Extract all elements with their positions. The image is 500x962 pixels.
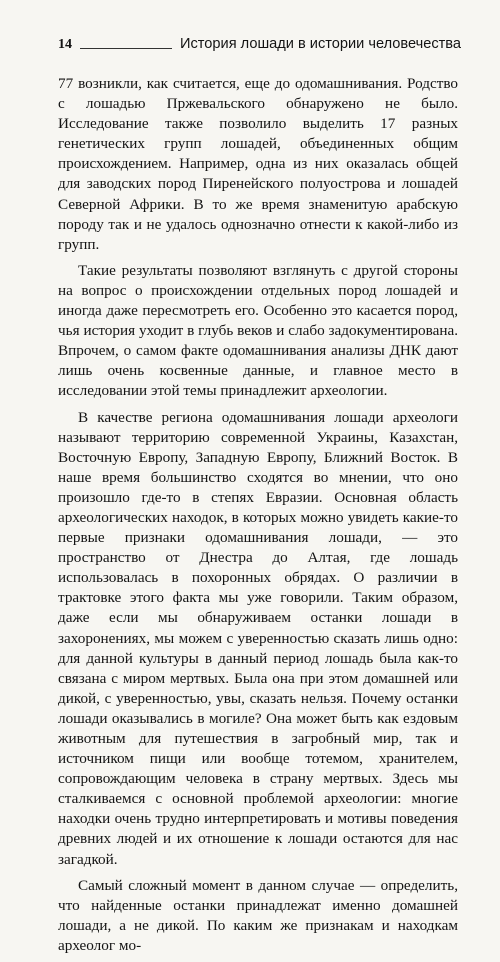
paragraph: Самый сложный момент в данном случае — определить, что найденные останки принадлежат именно домашней лошади, а не дикой. По каким же признакам и находкам археолог мо-	[58, 876, 458, 954]
header-rule	[80, 48, 172, 49]
running-title: История лошади в истории человечества	[180, 36, 462, 53]
paragraph: Такие результаты позволяют взглянуть с другой стороны на вопрос о происхождении отдельных пород лошадей и иногда даже пересмотреть его. Особенно это касается пород, чья история уходит в глубь веков и слабо задокументирована. Впрочем, о самом факте одомашнивания анализы ДНК дают лишь очень косвенные данные, и главное место в исследовании этой темы принадлежит археологии.	[58, 261, 458, 400]
book-page	[58, 32, 462, 962]
paragraph: В качестве региона одомашнивания лошади археологи называют территорию современной Украины, Казахстан, Восточную Европу, Западную Европу, Ближний Восток. В наше время большинство сходятся во мнении, что оно произошло где-то в степях Евразии. Основная область археологических находок, в которых можно увидеть какие-то первые признаки одомашнивания лошади, — это пространство от Днестра до Алтая, где лошадь использовалась в похоронных обрядах. О различии в трактовке этого факта мы уже говорили. Таким образом, даже если мы обнаруживаем останки лошади в захоронениях, мы можем с уверенностью сказать лишь одно: для данной культуры в данный период лошадь была как-то связана с миром мертвых. Была она при этом домашней или дикой, с уверенностью, увы, сказать нельзя. Почему останки лошади оказывались в могиле? Она может быть как ездовым животным для путешествия в загробный мир, так и источником пищи или вообще тотемом, хранителем, сопровождающим человека в страну мертвых. Здесь мы сталкиваемся с основной проблемой археологии: многие находки очень трудно интерпретировать и мотивы поведения древних людей и их отношение к лошади остаются для нас загадкой.	[58, 408, 458, 868]
body-text	[58, 74, 458, 956]
running-header	[58, 32, 462, 53]
paragraph-continued: 77 возникли, как считается, еще до одомашнивания. Родство с лошадью Пржевальского обнаружено не было. Исследование также позволило выделить 17 разных генетических групп лошадей, объединенных общим происхождением. Например, одна из них оказалась общей для заводских пород Пиренейского полуострова и лошадей Северной Африки. В то же время знаменитую арабскую породу так и не удалось однозначно отнести к какой-либо из групп.	[58, 75, 458, 253]
page-number: 14	[58, 37, 72, 52]
